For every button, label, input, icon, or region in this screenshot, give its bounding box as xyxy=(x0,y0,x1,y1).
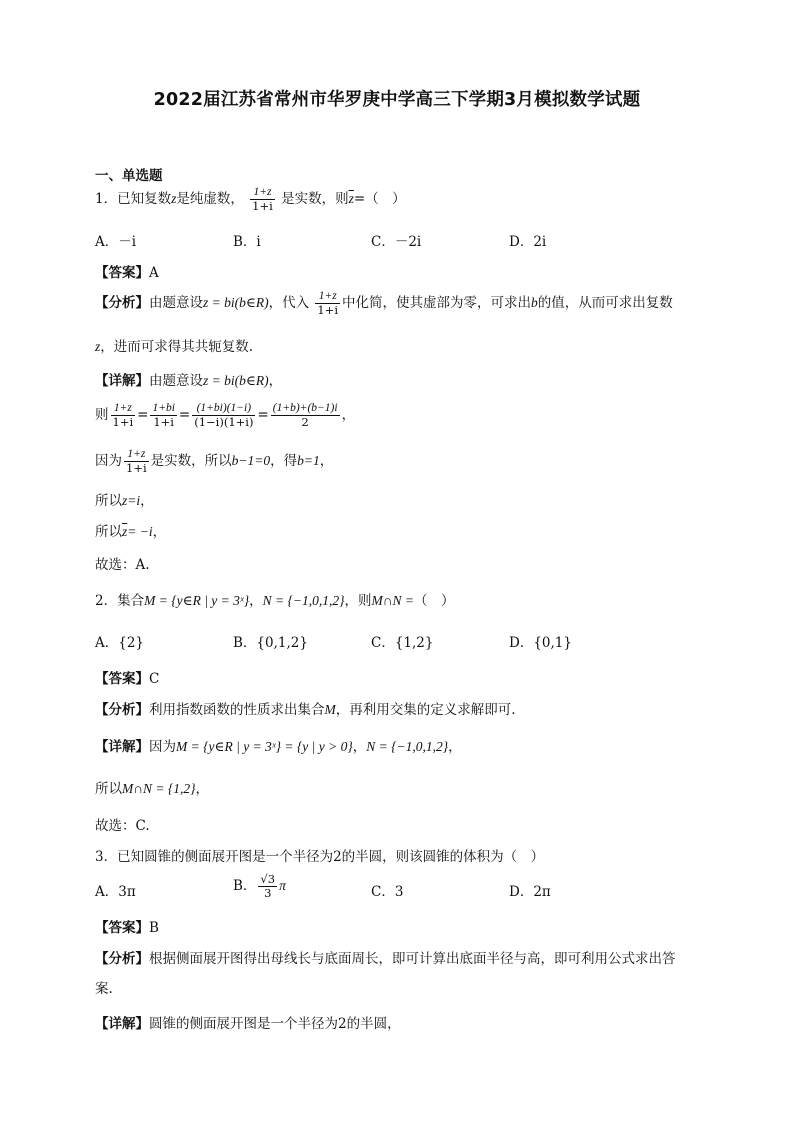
analysis-line: 【分析】利用指数函数的性质求出集合M，再利用交集的定义求解即可. xyxy=(95,702,516,718)
option-b: B．i xyxy=(233,234,261,250)
question-1-stem: 1．已知复数z是纯虚数， $\frac{1+z}{1+i}$ 是实数，则$\overline{z}=$（ ） xyxy=(95,186,406,214)
option-a: A．3π xyxy=(95,884,136,900)
analysis-line: 【分析】根据侧面展开图得出母线长与底面周长，即可计算出底面半径与高，即可利用公式求出答 xyxy=(95,951,676,967)
question-2-stem: 2．集合M = {y∈R | y = 3ˣ}，N = {−1,0,1,2}，则M∩N =（ ） xyxy=(95,593,455,609)
question-3-stem: 3．已知圆锥的侧面展开图是一个半径为2的半圆，则该圆锥的体积为（ ） xyxy=(95,849,545,865)
page-title: 2022届江苏省常州市华罗庚中学高三下学期3月模拟数学试题 xyxy=(153,90,641,110)
fraction: $\frac{1+z}{1+i}$ xyxy=(252,186,273,214)
answer-line: 【答案】A xyxy=(95,265,159,281)
option-b: B． $\frac{√3}{3}$ π xyxy=(233,872,286,901)
conclusion: 故选：C. xyxy=(95,818,150,834)
detail-line-5: 所以$\overline{z}= -i$， xyxy=(95,524,167,540)
analysis-line: 【分析】由题意设z = bi(b∈R)，代入 $\frac{1+z}{1+i}$ 中化简，使其虚部为零，可求出b的值，从而可求出复数 xyxy=(95,290,673,318)
section-heading: 一、单选题 xyxy=(95,168,163,184)
option-c: C．3 xyxy=(371,884,404,900)
analysis-line-2: 案. xyxy=(95,981,113,997)
option-c: C．－2i xyxy=(371,234,422,250)
detail-line-1: 【详解】因为M = {y∈R | y = 3ˣ} = {y | y > 0}，N = {−1,0,1,2}， xyxy=(95,739,462,755)
option-c: C．{1,2} xyxy=(371,635,434,651)
option-a: A．{2} xyxy=(95,635,145,651)
option-d: D．{0,1} xyxy=(509,635,572,651)
option-a: A．－i xyxy=(95,234,137,250)
detail-line-2: 所以M∩N = {1,2}， xyxy=(95,781,210,797)
detail-line-3: 因为 $\frac{1+z}{1+i}$ 是实数，所以b−1=0，得b=1， xyxy=(95,448,334,476)
answer-line: 【答案】C xyxy=(95,671,160,687)
detail-line-1: 【详解】由题意设z = bi(b∈R)， xyxy=(95,373,283,389)
detail-line-2: 则 $\frac{1+z}{1+i}$ = $\frac{1+bi}{1+i}$ = $\frac{(1+bi)(1-i)}{(1-i)(1+i)}$ = $\frac{(1+b)+(b-1)i}{2}$ ， xyxy=(95,402,356,430)
conclusion: 故选：A. xyxy=(95,557,150,573)
detail-line-1: 【详解】圆锥的侧面展开图是一个半径为2的半圆， xyxy=(95,1016,401,1032)
option-d: D．2i xyxy=(509,234,547,250)
analysis-line-2: z，进而可求得其共轭复数. xyxy=(95,339,254,355)
answer-line: 【答案】B xyxy=(95,920,159,936)
detail-line-4: 所以z=i， xyxy=(95,493,154,509)
option-b: B．{0,1,2} xyxy=(233,635,308,651)
option-d: D．2π xyxy=(509,884,551,900)
